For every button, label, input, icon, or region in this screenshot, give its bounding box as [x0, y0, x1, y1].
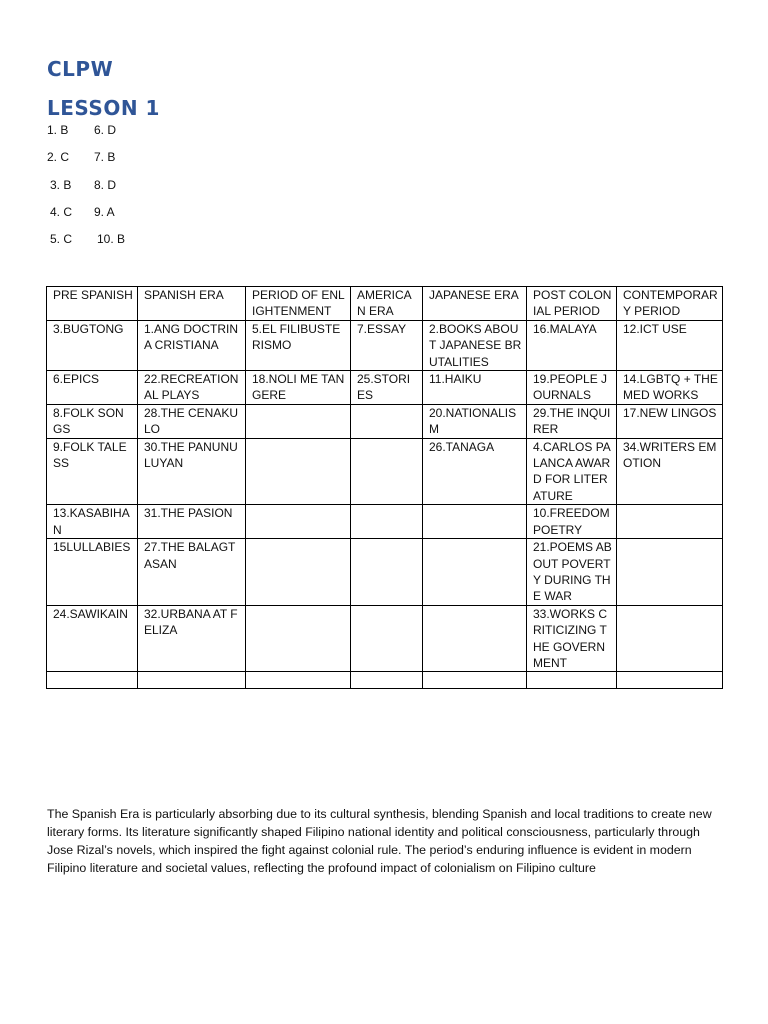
table-cell: 8.FOLK SONGS: [47, 404, 138, 438]
table-cell: 4.CARLOS PALANCA AWARD FOR LITERATURE: [527, 438, 617, 505]
table-cell: [246, 404, 351, 438]
document-title: CLPW: [47, 57, 114, 81]
answer-item: 10. B: [97, 232, 126, 246]
column-header: PRE SPANISH: [47, 287, 138, 321]
table-cell: [47, 672, 138, 689]
table-cell: 27.THE BALAGTASAN: [138, 539, 246, 606]
table-row: [47, 505, 723, 539]
column-header: PERIOD OF ENLIGHTENMENT: [246, 287, 351, 321]
table-cell: 2.BOOKS ABOUT JAPANESE BRUTALITIES: [423, 320, 527, 370]
table-cell: [246, 605, 351, 672]
table-cell: 16.MALAYA: [527, 320, 617, 370]
table-cell: 26.TANAGA: [423, 438, 527, 505]
table-cell: 13.KASABIHAN: [47, 505, 138, 539]
table-cell: 33.WORKS CRITICIZING THE GOVERNMENT: [527, 605, 617, 672]
table-cell: 6.EPICS: [47, 371, 138, 405]
table-cell: 15LULLABIES: [47, 539, 138, 606]
table-cell: [617, 672, 723, 689]
table-cell: [617, 539, 723, 606]
answer-item: 7. B: [94, 150, 116, 164]
answer-item: 6. D: [94, 123, 117, 137]
table-cell: 3.BUGTONG: [47, 320, 138, 370]
table-cell: [351, 404, 423, 438]
answer-item: 8. D: [94, 178, 117, 192]
table-row: [47, 320, 723, 370]
table-row: [47, 438, 723, 505]
column-header: CONTEMPORARY PERIOD: [617, 287, 723, 321]
table-cell: 32.URBANA AT FELIZA: [138, 605, 246, 672]
table-cell: [351, 438, 423, 505]
table-cell: 14.LGBTQ + THEMED WORKS: [617, 371, 723, 405]
table-cell: [351, 672, 423, 689]
answer-item: 1. B: [47, 123, 69, 137]
table-cell: [351, 505, 423, 539]
table-cell: [138, 672, 246, 689]
table-cell: [246, 438, 351, 505]
table-cell: [617, 505, 723, 539]
table-cell: [246, 505, 351, 539]
table-cell: [423, 672, 527, 689]
table-cell: 24.SAWIKAIN: [47, 605, 138, 672]
table-cell: [423, 539, 527, 606]
table-cell: 7.ESSAY: [351, 320, 423, 370]
literature-period-table: [46, 286, 723, 689]
table-cell: 10.FREEDOM POETRY: [527, 505, 617, 539]
table-cell: [423, 505, 527, 539]
table-cell: 1.ANG DOCTRINA CRISTIANA: [138, 320, 246, 370]
column-header: JAPANESE ERA: [423, 287, 527, 321]
table-row: [47, 605, 723, 672]
table-cell: 11.HAIKU: [423, 371, 527, 405]
table-cell: 9.FOLK TALESS: [47, 438, 138, 505]
table-cell: 22.RECREATIONAL PLAYS: [138, 371, 246, 405]
table-cell: 5.EL FILIBUSTERISMO: [246, 320, 351, 370]
table-row: [47, 539, 723, 606]
table-cell: 29.THE INQUIRER: [527, 404, 617, 438]
table-row: [47, 404, 723, 438]
reflection-paragraph: The Spanish Era is particularly absorbing due to its cultural synthesis, blending Spanish and local traditions to create new literary forms. Its literature significantly shaped Filipino national identity and political consciousness, particularly through Jose Rizal’s novels, which inspired the fight against colonial rule. The period’s enduring influence is evident in modern Filipino literature and societal values, reflecting the profound impact of colonialism on Filipino culture: [47, 807, 712, 876]
answer-item: 3. B: [50, 178, 72, 192]
table-row: [47, 672, 723, 689]
table-cell: 20.NATIONALISM: [423, 404, 527, 438]
table-cell: 30.THE PANUNULUYAN: [138, 438, 246, 505]
table-cell: 31.THE PASION: [138, 505, 246, 539]
table-cell: 12.ICT USE: [617, 320, 723, 370]
column-header: AMERICAN ERA: [351, 287, 423, 321]
table-row: [47, 371, 723, 405]
answer-item: 2. C: [47, 150, 70, 164]
table-cell: 21.POEMS ABOUT POVERTY DURING THE WAR: [527, 539, 617, 606]
table-cell: [423, 605, 527, 672]
column-header: SPANISH ERA: [138, 287, 246, 321]
table-header-row: [47, 287, 723, 321]
table-cell: [351, 605, 423, 672]
column-header: POST COLONIAL PERIOD: [527, 287, 617, 321]
table-cell: 28.THE CENAKULO: [138, 404, 246, 438]
answer-item: 4. C: [50, 205, 73, 219]
table-cell: 17.NEW LINGOS: [617, 404, 723, 438]
table-cell: [246, 539, 351, 606]
table-cell: [246, 672, 351, 689]
table-cell: 34.WRITERS EMOTION: [617, 438, 723, 505]
lesson-heading: LESSON 1: [47, 96, 160, 120]
table-cell: 18.NOLI ME TANGERE: [246, 371, 351, 405]
table-cell: 19.PEOPLE JOURNALS: [527, 371, 617, 405]
answer-item: 9. A: [94, 205, 115, 219]
answer-item: 5. C: [50, 232, 73, 246]
table-cell: 25.STORIES: [351, 371, 423, 405]
table-cell: [351, 539, 423, 606]
table-cell: [527, 672, 617, 689]
table-cell: [617, 605, 723, 672]
